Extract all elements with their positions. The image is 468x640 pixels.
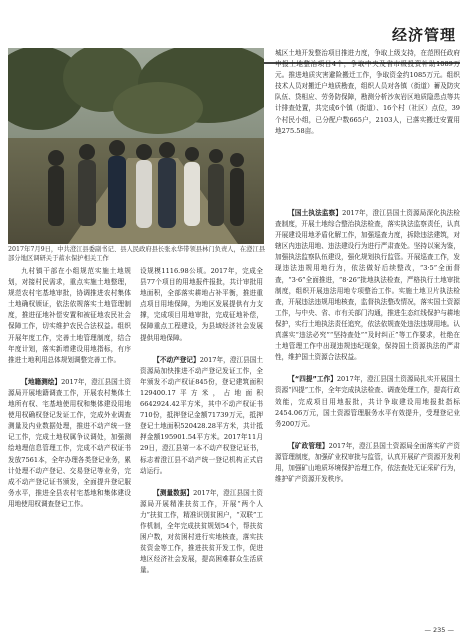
section-title: 经济管理 [391,26,456,44]
paragraph-text: 设规模1116.98公顷。2017年，完成全县77个项目的用地报件报批，共计审批用地面积，全部落实耕地占补平衡，推进重点项目用地保障，为地区发展提供有力支撑，完成项目用地审批，完成征地补偿，保障重点工程建设，为县域经济社会发展提供用地保障。 [140,267,263,342]
paragraph-text: 2017年，澄江县国土资源局深化执法检查制度，开展土地综合整治执法检查，落实执法监察责任，认真开展建设用地矛盾化解工作，加强巡查力度，拆除违法建筑，对辖区内违法用地、违法建设行为进行严肃查处。坚持以案为鉴，加强执法监察队伍建设，强化规划执行监管。开展巡查工作，发现违法违规用地行为，依法做好后续整改，“3·5”全面督查，“3·6”全面推进，“8·26”批地执法检查，严格执行土地审批制度，组织开展违法用地专项整治工作。实施土地卫片执法检查，开展违法违规用地核查，监督执法整改情况，落实国土资源工作，与中央、省、市有关部门沟通，推进生态红线保护与耕地保护，实行土地执法责任追究，依法依规查处违法违规用地。认真落实“违法必究”“坚持查处”“及时纠正”等工作要求，杜绝在土地管理工作中出现违规违纪现象，保持国土资源执法的严肃性，维护国土资源合法权益。 [275,209,460,362]
page-number: — 235 — [424,626,454,634]
paragraph-text: 2017年，澄江县国土资源局开展精准扶贫工作，开展“两个人力”扶贫工作，精准识别贫困户，“双联”工作机制，全年完成扶贫规划54个，帮扶贫困户数，对贫困村进行实地核查，落实扶贫资金等工作，推进扶贫开发工作，促进地区经济社会发展，提高困难群众生活质量。 [140,488,263,575]
paragraph-text: 2017年，澄江县国土资源局全面落实矿产资源管理制度，加强矿业权审批与监管，认真开展矿产资源开发利用，加强矿山地质环境保护治理工作，依法查处无证采矿行为，维护矿产资源开发秩序。 [275,441,460,484]
paragraph-text: 2017年，澄江县国土资源局开展地籍调查工作，开展农村集体土地所有权、宅基地使用权和集体建设用地使用权确权登记发证工作，完成外业调查测量及内业数据处理，推进不动产统一登记工作，完成土地权属争议调处，加强测绘地理信息管理工作，完成不动产权证书发放7561本，全年办理各类登记业务，累计处理不动产登记、交易登记等业务，完成不动产登记证书颁发，全面提升登记服务水平，推进全县农村宅基地和集体建设用地使用权调查登记工作。 [8,377,131,508]
section-heading: 【不动产登记】 [153,355,200,364]
photo-illustration [8,48,264,244]
section-heading: 【测量数据】 [153,488,194,497]
paragraph [275,441,460,485]
paragraph [140,488,263,577]
paragraph [275,208,460,363]
paragraph-text: 2017年，澄江县国土资源局加快推进不动产登记发证工作，全年颁发不动产权证845份，登记建筑面积129400.17平方米，占地面积6642924.42平方米，其中不动产权证书710份，抵押登记金额71739万元，抵押登记土地面积520428.28平方米，共计抵押金额195901.54平方米。2017年11月29日，澄江县第一本不动产权登记证书，标志着澄江县不动产统一登记机构正式启动运行。 [140,355,263,475]
text-column-3-top [275,48,460,202]
paragraph [140,266,263,344]
section-heading: 【矿政管理】 [288,441,329,450]
text-column-2 [140,266,263,628]
photo-image [8,48,264,244]
paragraph [140,355,263,477]
section-heading: 【国土执法监察】 [288,209,343,217]
paragraph-text: 2017年，澄江县国土资源局扎实开展国土资源“四提”工作，全年完成执法检查、调查处理工作，提高行政效能，完成项目用地报批，共计争取建设用地报批指标2454.06万元，国土资源管理服务水平有效提升，受理登记业务200万元。 [275,375,460,428]
photo-caption: 2017年7月9日，中共澄江县委副书记、县人民政府县长张永华带领县林门负责人，在澄江县部分地区调研关于蓄水保护相关工作 [8,246,266,262]
section-heading: 【“四提”工作】 [288,375,337,384]
paragraph [275,48,460,137]
paragraph [275,374,460,429]
section-heading: 【地籍测绘】 [21,377,62,386]
text-column-1 [8,266,131,628]
paragraph [8,377,131,510]
paragraph [8,266,131,366]
text-column-3 [275,208,460,628]
paragraph-text: 城区土地开发整治项目推进力度，争取上级支持，在范围任政府申报土地整治项目4个，争取中央及省市级投资补助1089万元。推进地质灾害避险搬迁工作，争取资金约1085万元。组织技术人员对搬迁户地质勘查，组织人员对各镇（街道）蓄及防灾队伍、贷相应、劳务防保障，勘测分析沙灰岩区地质隐患点等共计排查处置，共完成6个镇（街道）、16个村（社区）点位，39个村民小组，已分配户数665户，2103人，已落实搬迁安置用地275.58亩。 [275,49,460,135]
paragraph-text: 九村镇干部在小组规范实施土地规划，对接村民需求，重点实施土地整理，规范农村宅基地审批，协调推进农村集体土地确权颁证，依法依规落实土地管理制度，推进征地补偿安置和被征地农民社会保障工作，切实维护农民合法权益。组织开展年度工作，完善土地管理制度，结合年度计划，落实新增建设用地指标，有序推进土地利用总体规划调整完善工作。 [8,267,131,364]
